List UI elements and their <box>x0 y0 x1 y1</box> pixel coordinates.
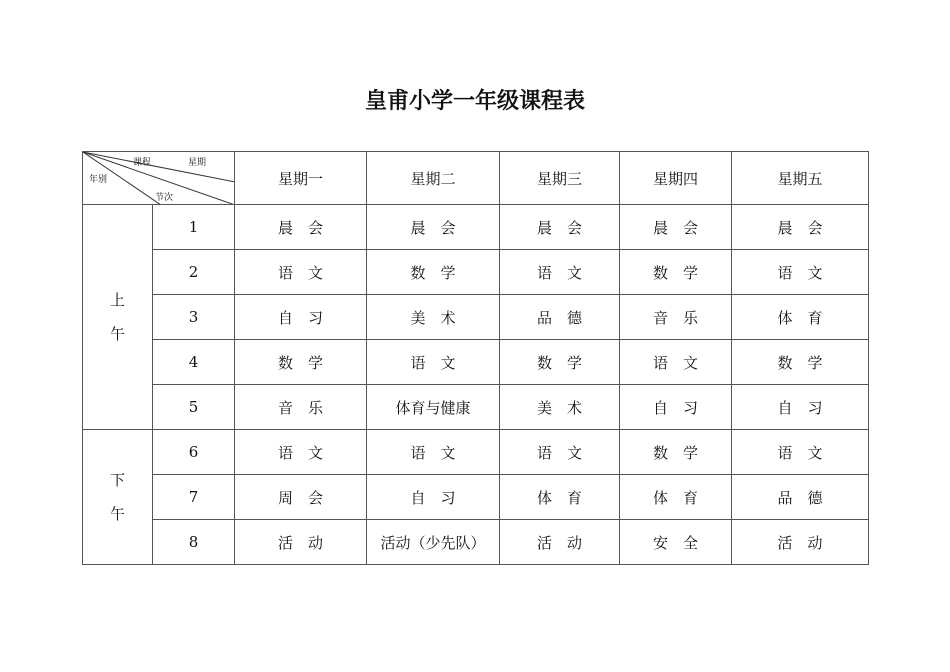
period-number: 6 <box>153 430 235 475</box>
afternoon-label-line2: 午 <box>109 505 125 523</box>
corner-grade-label: 年别 <box>89 175 108 185</box>
period-number: 8 <box>153 520 235 565</box>
subject-cell: 美 术 <box>367 295 500 340</box>
subject-cell: 数 学 <box>620 250 732 295</box>
subject-cell: 晨 会 <box>367 205 500 250</box>
subject-cell: 自 习 <box>732 385 869 430</box>
period-number: 3 <box>153 295 235 340</box>
subject-cell: 美 术 <box>500 385 620 430</box>
period-number: 2 <box>153 250 235 295</box>
subject-cell: 语 文 <box>620 340 732 385</box>
subject-cell: 自 习 <box>367 475 500 520</box>
day-header-tuesday: 星期二 <box>367 152 500 205</box>
subject-cell: 语 文 <box>367 340 500 385</box>
subject-cell: 晨 会 <box>500 205 620 250</box>
subject-cell: 数 学 <box>500 340 620 385</box>
subject-cell: 体 育 <box>620 475 732 520</box>
corner-course-label: 课程 <box>133 158 152 168</box>
afternoon-label-cell <box>83 430 153 565</box>
table-row <box>83 340 869 385</box>
subject-cell: 语 文 <box>367 430 500 475</box>
period-number: 7 <box>153 475 235 520</box>
table-row <box>83 430 869 475</box>
subject-cell: 音 乐 <box>235 385 367 430</box>
subject-cell: 语 文 <box>732 430 869 475</box>
subject-cell: 语 文 <box>732 250 869 295</box>
subject-cell: 安 全 <box>620 520 732 565</box>
subject-cell: 数 学 <box>732 340 869 385</box>
subject-cell: 活动（少先队） <box>367 520 500 565</box>
subject-cell: 语 文 <box>235 250 367 295</box>
subject-cell: 晨 会 <box>620 205 732 250</box>
morning-label-cell <box>83 205 153 430</box>
subject-cell: 体 育 <box>500 475 620 520</box>
morning-label-line2: 午 <box>109 325 125 343</box>
subject-cell: 品 德 <box>500 295 620 340</box>
subject-cell: 音 乐 <box>620 295 732 340</box>
subject-cell: 活 动 <box>732 520 869 565</box>
day-header-monday: 星期一 <box>235 152 367 205</box>
day-header-thursday: 星期四 <box>620 152 732 205</box>
subject-cell: 活 动 <box>500 520 620 565</box>
subject-cell: 自 习 <box>235 295 367 340</box>
subject-cell: 数 学 <box>235 340 367 385</box>
subject-cell: 品 德 <box>732 475 869 520</box>
table-row <box>83 385 869 430</box>
subject-cell: 语 文 <box>500 250 620 295</box>
day-header-wednesday: 星期三 <box>500 152 620 205</box>
period-number: 1 <box>153 205 235 250</box>
subject-cell: 数 学 <box>620 430 732 475</box>
table-row <box>83 205 869 250</box>
afternoon-label-line1: 下 <box>109 471 125 489</box>
period-number: 4 <box>153 340 235 385</box>
subject-cell: 体育与健康 <box>367 385 500 430</box>
page-title: 皇甫小学一年级课程表 <box>364 89 585 114</box>
subject-cell: 语 文 <box>500 430 620 475</box>
day-header-friday: 星期五 <box>732 152 869 205</box>
table-row <box>83 520 869 565</box>
morning-label-line1: 上 <box>109 291 125 309</box>
subject-cell: 活 动 <box>235 520 367 565</box>
table-row <box>83 475 869 520</box>
schedule-table <box>82 151 869 565</box>
subject-cell: 数 学 <box>367 250 500 295</box>
period-number: 5 <box>153 385 235 430</box>
subject-cell: 体 育 <box>732 295 869 340</box>
table-row <box>83 250 869 295</box>
corner-weekday-label: 星期 <box>188 158 207 168</box>
subject-cell: 晨 会 <box>732 205 869 250</box>
table-row <box>83 295 869 340</box>
subject-cell: 自 习 <box>620 385 732 430</box>
subject-cell: 晨 会 <box>235 205 367 250</box>
corner-period-label: 节次 <box>155 193 174 203</box>
corner-header-cell <box>83 152 235 205</box>
subject-cell: 周 会 <box>235 475 367 520</box>
header-row <box>83 152 869 205</box>
subject-cell: 语 文 <box>235 430 367 475</box>
